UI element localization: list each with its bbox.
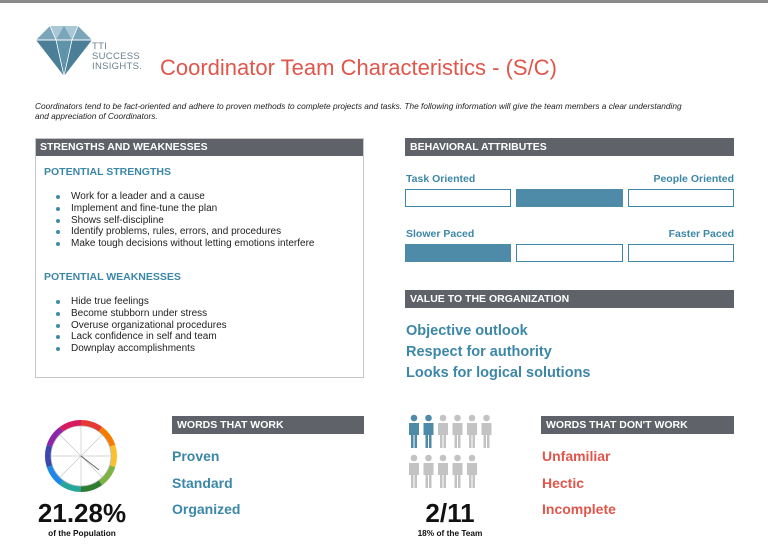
person-icon — [453, 455, 463, 488]
list-item: Make tough decisions without letting emotions interfere — [56, 238, 314, 250]
team-caption: 18% of the Team — [417, 528, 483, 538]
person-icon — [467, 415, 477, 448]
weaknesses-list — [56, 296, 227, 355]
brand-text — [92, 42, 142, 72]
brand-line: INSIGHTS. — [92, 61, 143, 72]
scale-left-label: Task Oriented — [406, 173, 476, 185]
person-icon — [424, 455, 434, 488]
value-heading: VALUE TO THE ORGANIZATION — [405, 290, 734, 308]
page-title: Coordinator Team Characteristics - (S/C) — [160, 55, 557, 80]
words-work-list — [172, 443, 240, 523]
brand-line: SUCCESS — [92, 51, 141, 62]
list-item: Become stubborn under stress — [56, 308, 227, 320]
words-work-heading: WORDS THAT WORK — [172, 416, 364, 434]
list-item: Implement and fine-tune the plan — [56, 203, 314, 215]
scale-segment — [628, 189, 734, 207]
list-item: Work for a leader and a cause — [56, 191, 314, 203]
disc-wheel-icon — [43, 418, 119, 494]
behavioral-heading: BEHAVIORAL ATTRIBUTES — [405, 138, 734, 156]
person-icon — [438, 455, 448, 488]
words-dont-list — [542, 443, 616, 523]
list-item: Overuse organizational procedures — [56, 320, 227, 332]
list-item: Respect for authority — [406, 344, 552, 360]
person-icon — [453, 415, 463, 448]
list-item: Downplay accomplishments — [56, 343, 227, 355]
scale-right-label: Faster Paced — [668, 228, 734, 240]
list-item: Lack confidence in self and team — [56, 331, 227, 343]
list-item: Standard — [172, 474, 233, 491]
list-item: Unfamiliar — [542, 448, 611, 464]
list-item: Shows self-discipline — [56, 215, 314, 227]
scale-segment — [405, 244, 511, 262]
list-item: Identify problems, rules, errors, and procedures — [56, 226, 314, 238]
words-dont-heading: WORDS THAT DON'T WORK — [541, 416, 734, 434]
strengths-title: POTENTIAL STRENGTHS — [44, 166, 171, 178]
intro-text: Coordinators tend to be fact-oriented and adhere to proven methods to complete projects and tasks. The following information will give the team members a clear understanding and appreciation of Coordinators. — [35, 101, 682, 121]
person-icon — [424, 415, 434, 448]
person-icon — [438, 415, 448, 448]
top-border — [0, 0, 768, 3]
scale-segment — [516, 244, 622, 262]
scale-segment — [516, 189, 622, 207]
strengths-weaknesses-heading: STRENGTHS AND WEAKNESSES — [35, 138, 364, 156]
list-item: Looks for logical solutions — [406, 365, 591, 381]
strengths-list — [56, 191, 314, 250]
tti-logo-icon — [34, 22, 94, 78]
population-caption: of the Population — [48, 528, 116, 538]
person-icon — [467, 455, 477, 488]
list-item: Hide true feelings — [56, 296, 227, 308]
list-item: Objective outlook — [406, 323, 528, 339]
list-item: Incomplete — [542, 501, 616, 517]
team-fraction: 2/11 — [425, 498, 475, 528]
list-item: Hectic — [542, 474, 585, 491]
weaknesses-title: POTENTIAL WEAKNESSES — [44, 271, 181, 283]
scale-right-label: People Oriented — [653, 173, 734, 185]
list-item: Proven — [172, 448, 220, 464]
team-people-icon — [407, 412, 497, 490]
person-icon — [409, 415, 419, 448]
scale-left-label: Slower Paced — [406, 228, 475, 240]
scale-segment — [628, 244, 734, 262]
person-icon — [409, 455, 419, 488]
scale-segment — [405, 189, 511, 207]
list-item: Organized — [172, 501, 241, 517]
population-percent: 21.28% — [37, 498, 127, 528]
value-list — [406, 321, 591, 384]
brand-line: TTI — [92, 41, 108, 52]
person-icon — [482, 415, 492, 448]
